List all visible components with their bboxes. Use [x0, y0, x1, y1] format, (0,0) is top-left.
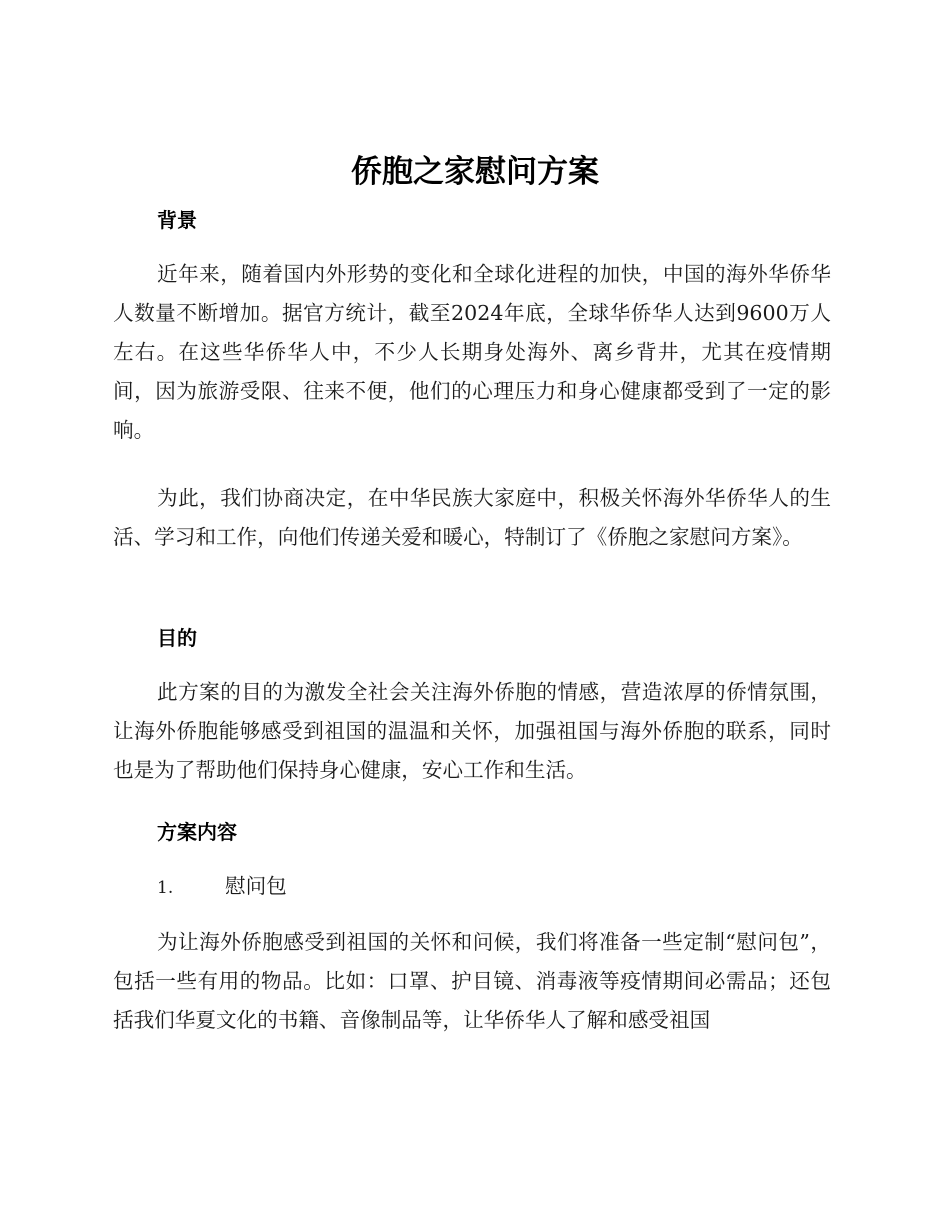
heading-background: 背景: [157, 208, 197, 232]
list-item-number: 1.: [157, 878, 174, 898]
heading-content: 方案内容: [157, 820, 237, 844]
heading-purpose: 目的: [157, 626, 197, 650]
paragraph-purpose: 此方案的目的为激发全社会关注海外侨胞的情感，营造浓厚的侨情氛围，让海外侨胞能够感受到祖国的温温和关怀，加强祖国与海外侨胞的联系，同时也是为了帮助他们保持身心健康，安心工作和生活。: [113, 680, 831, 782]
paragraph-background-2: 为此，我们协商决定，在中华民族大家庭中，积极关怀海外华侨华人的生活、学习和工作，向他们传递关爱和暖心，特制订了《侨胞之家慰问方案》。: [113, 486, 831, 549]
document-title: 侨胞之家慰问方案: [351, 154, 599, 190]
paragraph-content: 为让海外侨胞感受到祖国的关怀和问候，我们将准备一些定制“慰问包”，包括一些有用的物品。比如：口罩、护目镜、消毒液等疫情期间必需品；还包括我们华夏文化的书籍、音像制品等，让华侨华人了解和感受祖国: [113, 930, 831, 1032]
list-item-label: 慰问包: [225, 874, 287, 898]
paragraph-background-1: 近年来，随着国内外形势的变化和全球化进程的加快，中国的海外华侨华人数量不断增加。据官方统计，截至2024年底，全球华侨华人达到9600万人左右。在这些华侨华人中，不少人长期身处海外、离乡背井，尤其在疫情期间，因为旅游受限、往来不便，他们的心理压力和身心健康都受到了一定的影响。: [113, 262, 831, 442]
list-item-1: [157, 871, 287, 903]
